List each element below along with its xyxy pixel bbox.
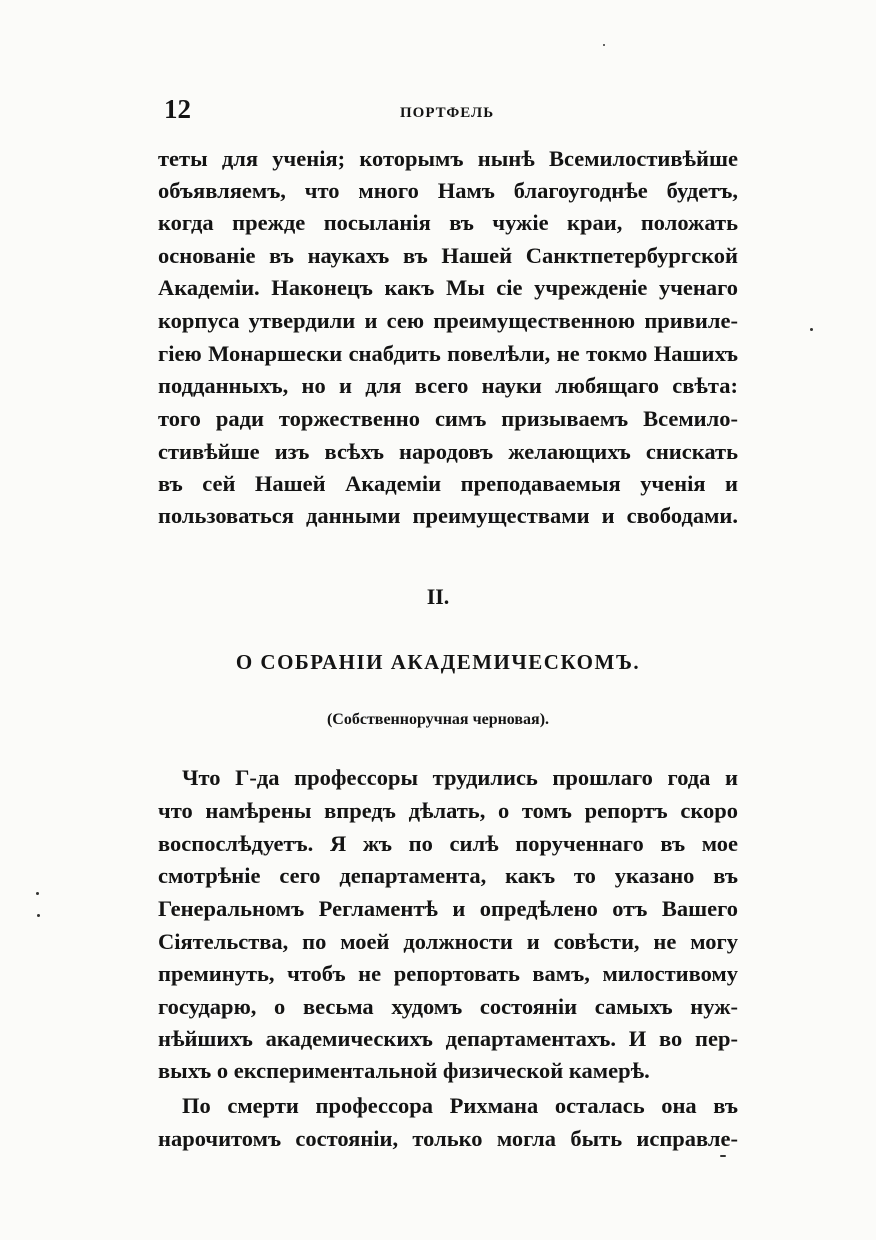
text-line: основаніе въ наукахъ въ Нашей Санктпетербургской (158, 243, 738, 268)
text-line: выхъ о експериментальной физической камерѣ. (158, 1058, 650, 1083)
text-line: того ради торжественно симъ призываемъ Всемило- (158, 406, 738, 431)
text-line: когда прежде посыланія въ чужіе краи, положать (158, 210, 738, 235)
text-line: государю, о весьма худомъ состояніи самыхъ нуж- (158, 994, 738, 1019)
text-line: По смерти профессора Рихмана осталась она въ (182, 1093, 738, 1118)
running-title: ПОРТФЕЛЬ (400, 105, 495, 121)
text-line: что намѣрены впредъ дѣлать, о томъ репортъ скоро (158, 798, 738, 823)
text-line: пользоваться данными преимуществами и свободами. (158, 503, 738, 528)
text-line: нѣйшихъ академическихъ департаментахъ. И во пер- (158, 1026, 738, 1051)
section-note: (Собственноручная черновая). (326, 711, 550, 728)
scan-speck (603, 44, 605, 46)
text-line: Генеральномъ Регламентѣ и опредѣлено отъ Вашего (158, 896, 738, 921)
text-line: гіею Монаршески снабдить повелѣли, не токмо Нашихъ (158, 341, 738, 366)
page-number: 12 (164, 94, 191, 124)
text-line: объявляемъ, что много Намъ благоугоднѣе будетъ, (158, 178, 738, 203)
text-line: въ сей Нашей Академіи преподаваемыя ученія и (158, 471, 738, 496)
section-numeral: II. (426, 584, 450, 609)
scan-speck (37, 914, 40, 917)
scan-speck (36, 892, 39, 895)
scan-speck (810, 328, 813, 331)
text-line: Что Г-да профессоры трудились прошлаго года и (182, 765, 738, 790)
text-line: стивѣйше изъ всѣхъ народовъ желающихъ снискать (158, 439, 738, 464)
text-line: Академіи. Наконецъ какъ Мы сіе учрежденіе ученаго (158, 275, 738, 300)
text-line: воспослѣдуетъ. Я жъ по силѣ порученнаго въ мое (158, 831, 738, 856)
scan-speck (720, 1155, 726, 1157)
text-line: нарочитомъ состояніи, только могла быть исправле- (158, 1126, 738, 1151)
text-line: подданныхъ, но и для всего науки любящаго свѣта: (158, 373, 738, 398)
section-title: О СОБРАНІИ АКАДЕМИЧЕСКОМЪ. (235, 650, 641, 674)
text-line: преминуть, чтобъ не репортовать вамъ, милостивому (158, 961, 738, 986)
text-line: корпуса утвердили и сею преимущественною привиле- (158, 308, 738, 333)
text-line: Сіятельства, по моей должности и совѣсти, не могу (158, 929, 738, 954)
text-line: теты для ученія; которымъ нынѣ Всемилостивѣйше (158, 146, 738, 171)
text-line: смотрѣніе сего департамента, какъ то указано въ (158, 863, 738, 888)
